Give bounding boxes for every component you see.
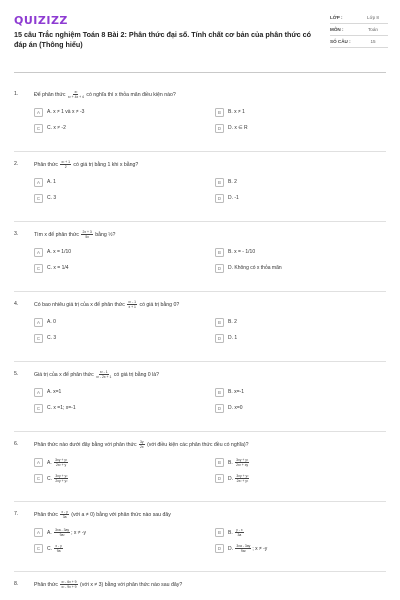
question-text: Có bao nhiêu giá trị của x để phân thức $\frac{\text{x² - 1}}{x + 1}$ có giá trị bằng 0? (34, 299, 180, 309)
option-text: A. 0 (47, 319, 56, 325)
fraction-denominator: x² - 9x + 9 (61, 584, 77, 589)
question-fraction (60, 510, 68, 519)
options-grid (14, 457, 386, 483)
fraction-numerator: x - y (61, 509, 68, 514)
option-letter-badge: C (34, 334, 43, 343)
question-header (14, 578, 386, 590)
page-title: 15 câu Trắc nghiệm Toán 8 Bài 2: Phân thức đại số. Tính chất cơ bản của phân thức có đáp án (Thông hiểu) (14, 30, 311, 49)
option-letter-badge: C (34, 474, 43, 483)
question-number: 3. (14, 231, 19, 237)
option-text: C. 3 (47, 335, 57, 341)
options-grid (14, 107, 386, 133)
option-d[interactable] (215, 473, 386, 483)
option-c[interactable] (34, 123, 205, 133)
option-d[interactable] (215, 333, 386, 343)
option-fraction (235, 458, 249, 467)
fraction-numerator: x² - 1 (99, 369, 108, 374)
question-divider (14, 151, 386, 152)
option-letter-badge: B (215, 318, 224, 327)
option-letter-badge: C (34, 544, 43, 553)
options-grid (14, 247, 386, 273)
option-letter-badge: C (34, 124, 43, 133)
option-letter-badge: B (215, 108, 224, 117)
question-divider (14, 501, 386, 502)
question-number: 2. (14, 161, 19, 167)
option-text: C. x = 1/4 (47, 265, 69, 271)
fraction-numerator: 3xy + y² (236, 473, 249, 478)
option-text: B. x = - 1/10 (228, 249, 256, 255)
question-fraction (60, 160, 71, 169)
question-header (14, 298, 386, 310)
fraction-denominator: 9a² (59, 532, 65, 537)
option-text: A. x=1 (47, 389, 62, 395)
fraction-numerator: x - y (55, 543, 62, 548)
option-letter-badge: A (34, 318, 43, 327)
question-fraction (81, 230, 92, 239)
question-divider (14, 571, 386, 572)
fraction-denominator: 9a² (240, 548, 246, 553)
question-text: Phân thức nào dưới đây bằng với phân thức $\frac{3y}{2x}$ (với điều kiện các phân thức đều có nghĩa)? (34, 439, 249, 449)
fraction-denominator: 2 (64, 164, 67, 169)
option-a[interactable] (34, 317, 205, 327)
fraction-denominator: 2x² + y² (236, 478, 249, 483)
option-fraction (235, 474, 249, 483)
option-a[interactable] (34, 107, 205, 117)
meta-grade-label: LỚP : (330, 15, 343, 20)
fraction-numerator: y - x (236, 527, 243, 532)
fraction-numerator: 3xy + y² (55, 457, 68, 462)
question-header (14, 508, 386, 520)
option-letter-badge: A (34, 388, 43, 397)
option-text: D. x ∈ R (228, 125, 248, 131)
option-d[interactable] (215, 543, 386, 553)
option-letter-badge: D (215, 124, 224, 133)
question-header (14, 158, 386, 170)
option-fraction (54, 544, 62, 553)
meta-count-row (330, 36, 388, 48)
option-text: C. x =1; x=-1 (47, 405, 76, 411)
fraction-numerator: x² + 1 (61, 159, 70, 164)
option-letter-badge: B (215, 458, 224, 467)
option-text: C. $\frac{\text{3xy + y²}}{\text{2xy + y²}}$ (47, 473, 68, 483)
option-letter-badge: D (215, 334, 224, 343)
option-text: B. x ≠ 1 (228, 109, 245, 115)
option-fraction (54, 458, 68, 467)
options-grid (14, 317, 386, 343)
option-letter-badge: D (215, 194, 224, 203)
meta-grade-row (330, 12, 388, 24)
fraction-numerator: x² - 1 (128, 299, 137, 304)
question-fraction (60, 580, 77, 589)
option-text: D. -1 (228, 195, 239, 201)
question-number: 5. (14, 371, 19, 377)
question-divider (14, 221, 386, 222)
option-text: A. $\frac{3xa - 3ay}{\text{9a²}}$ ; x ≠ -y (47, 527, 87, 537)
question-text: Tìm x để phân thức $\frac{2x + 3}{5x}$ bằng ½? (34, 229, 116, 239)
question-header (14, 88, 386, 100)
option-a[interactable] (34, 247, 205, 257)
option-c[interactable] (34, 333, 205, 343)
question-number: 7. (14, 511, 19, 517)
question-divider (14, 361, 386, 362)
option-letter-badge: C (34, 194, 43, 203)
question-text: Giá trị của x để phân thức $\frac{\text{x² - 1}}{\text{x² - 2x + 1}}$ có giá trị bằng 0 là? (34, 369, 160, 379)
question-number: 1. (14, 91, 19, 97)
option-b[interactable] (215, 457, 386, 467)
option-letter-badge: A (34, 178, 43, 187)
option-text: A. $\frac{\text{3xy + y²}}{\text{2x² + y}}$ (47, 457, 68, 467)
question-number: 6. (14, 441, 19, 447)
question-6 (14, 438, 386, 483)
option-text: D. Không có x thỏa mãn (228, 265, 282, 271)
header-divider (14, 72, 386, 73)
option-text: A. x ≠ 1 và x ≠ -3 (47, 109, 85, 115)
option-text: B. $\frac{y - x}{3a}$ (228, 527, 243, 537)
option-letter-badge: B (215, 528, 224, 537)
option-fraction (235, 544, 251, 553)
question-fraction (127, 300, 137, 309)
option-text: B. 2 (228, 319, 237, 325)
fraction-denominator: x² + 4x + 4 (67, 94, 84, 99)
option-fraction (235, 528, 243, 537)
option-c[interactable] (34, 473, 205, 483)
option-text: C. 3 (47, 195, 57, 201)
option-text: B. $\frac{\text{3xy + y²}}{\text{2x² + xy}}$ (228, 457, 249, 467)
question-fraction (139, 440, 145, 449)
fraction-numerator: x² - 6x + 9 (61, 579, 77, 584)
question-text: Phân thức $\frac{\text{x² + 1}}{2}$ có giá trị bằng 1 khi x bằng? (34, 159, 139, 169)
option-b[interactable] (215, 317, 386, 327)
option-letter-badge: C (34, 404, 43, 413)
question-8 (14, 578, 386, 590)
option-d[interactable] (215, 193, 386, 203)
fraction-numerator: 3xa - 3ay (55, 527, 70, 532)
option-b[interactable] (215, 387, 386, 397)
question-3 (14, 228, 386, 273)
option-fraction (54, 474, 68, 483)
option-letter-badge: B (215, 388, 224, 397)
option-letter-badge: B (215, 178, 224, 187)
question-text: Phân thức $\frac{\text{x² - 6x + 9}}{\text{x² - 9x + 9}}$ (với x ≠ 3) bằng với phân thức nào sau đây? (34, 579, 183, 589)
option-text: D. $\frac{3xa - 3ay}{\text{9a²}}$ ; x ≠ -y (228, 543, 268, 553)
fraction-numerator: x² (74, 89, 78, 94)
question-header (14, 368, 386, 380)
option-letter-badge: D (215, 404, 224, 413)
option-text: C. x ≠ -2 (47, 125, 66, 131)
meta-panel (330, 12, 388, 48)
option-a[interactable] (34, 527, 205, 537)
option-b[interactable] (215, 177, 386, 187)
option-letter-badge: A (34, 458, 43, 467)
option-letter-badge: C (34, 264, 43, 273)
option-letter-badge: A (34, 108, 43, 117)
options-grid (14, 527, 386, 553)
question-number: 4. (14, 301, 19, 307)
option-a[interactable] (34, 387, 205, 397)
option-c[interactable] (34, 543, 205, 553)
question-fraction (68, 90, 84, 99)
fraction-numerator: 3xy + y² (236, 457, 249, 462)
fraction-denominator: 2x (140, 444, 144, 449)
option-b[interactable] (215, 527, 386, 537)
option-fraction (54, 528, 70, 537)
option-text: D. x=0 (228, 405, 243, 411)
fraction-denominator: x² - 2x + 1 (96, 374, 112, 379)
option-text: C. $\frac{x - y}{9a}$ (47, 543, 62, 553)
meta-subject-value: Toán (368, 27, 378, 32)
option-c[interactable] (34, 263, 205, 273)
meta-grade-value: Lớp 8 (367, 15, 379, 20)
meta-subject-row (330, 24, 388, 36)
question-text: Để phân thức $\frac{\text{x²}}{\text{x² + 4x + 4}}$ có nghĩa thì x thỏa mãn điều kiện nào? (34, 89, 176, 99)
question-7 (14, 508, 386, 553)
meta-count-value: 15 (370, 39, 376, 44)
fraction-denominator: 3a (237, 532, 242, 537)
option-letter-badge: A (34, 248, 43, 257)
options-grid (14, 387, 386, 413)
option-text: A. 1 (47, 179, 56, 185)
question-number: 8. (14, 581, 19, 587)
option-text: A. x = 1/10 (47, 249, 72, 255)
option-letter-badge: B (215, 248, 224, 257)
question-divider (14, 291, 386, 292)
option-c[interactable] (34, 193, 205, 203)
meta-count-label: SỐ CÂU : (330, 39, 351, 44)
option-letter-badge: A (34, 528, 43, 537)
option-d[interactable] (215, 263, 386, 273)
fraction-denominator: 9a (56, 548, 61, 553)
fraction-denominator: 2xy + y² (55, 478, 68, 483)
option-text: D. 1 (228, 335, 238, 341)
option-d[interactable] (215, 403, 386, 413)
question-text: Phân thức $\frac{x - y}{3a}$ (với a ≠ 0) bằng với phân thức nào sau đây (34, 509, 171, 519)
question-4 (14, 298, 386, 343)
option-a[interactable] (34, 457, 205, 467)
option-text: B. x=-1 (228, 389, 244, 395)
question-2 (14, 158, 386, 203)
option-b[interactable] (215, 107, 386, 117)
question-header (14, 438, 386, 450)
fraction-denominator: 3a (62, 514, 67, 519)
option-text: B. 2 (228, 179, 237, 185)
fraction-denominator: x + 1 (128, 304, 136, 309)
question-5 (14, 368, 386, 413)
option-letter-badge: D (215, 474, 224, 483)
options-grid (14, 177, 386, 203)
option-text: D. $\frac{\text{3xy + y²}}{\text{2x² + y²}}$ (228, 473, 249, 483)
fraction-numerator: 3xa - 3ay (236, 543, 251, 548)
option-a[interactable] (34, 177, 205, 187)
question-fraction (96, 370, 111, 379)
question-header (14, 228, 386, 240)
fraction-denominator: 5x (85, 234, 89, 239)
question-divider (14, 431, 386, 432)
option-d[interactable] (215, 123, 386, 133)
fraction-numerator: 2x + 3 (82, 229, 92, 234)
meta-subject-label: MÔN : (330, 27, 344, 32)
question-1 (14, 88, 386, 133)
fraction-denominator: 2x² + xy (236, 462, 249, 467)
fraction-numerator: 3xy + y² (55, 473, 68, 478)
fraction-numerator: 3y (140, 439, 144, 444)
fraction-denominator: 2x² + y (55, 462, 67, 467)
option-b[interactable] (215, 247, 386, 257)
brand-logo: QUIZIZZ (14, 14, 68, 27)
option-c[interactable] (34, 403, 205, 413)
option-letter-badge: D (215, 264, 224, 273)
option-letter-badge: D (215, 544, 224, 553)
